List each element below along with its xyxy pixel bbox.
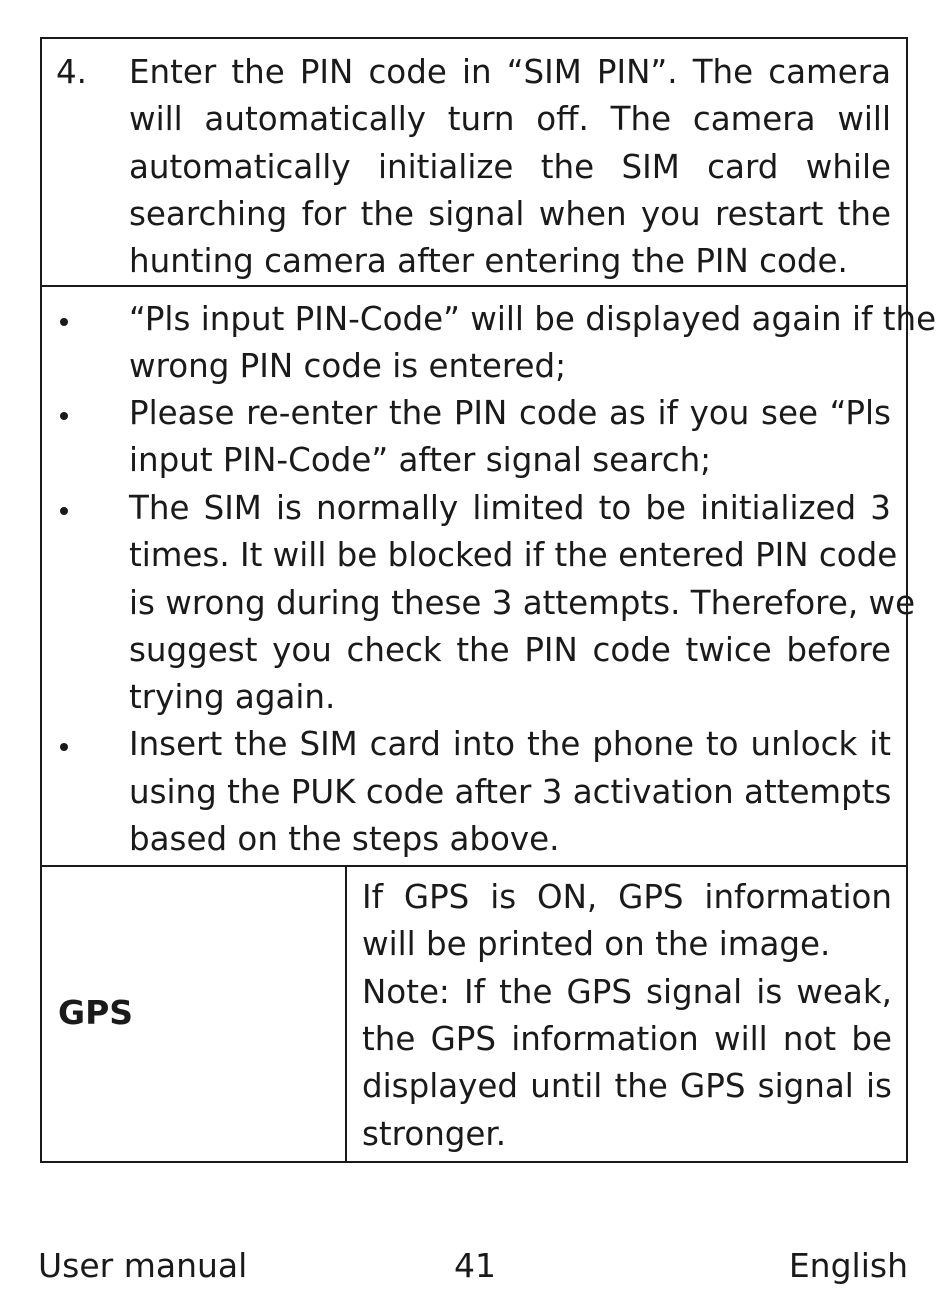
step-text-line: hunting camera after entering the PIN code. xyxy=(129,242,848,280)
bullet-icon xyxy=(60,507,68,515)
note-text-line: wrong PIN code is entered; xyxy=(129,347,567,385)
notes-row xyxy=(42,287,937,867)
step-text-line: will automatically turn off. The camera will xyxy=(129,100,891,138)
note-text-line: The SIM is normally limited to be initialized 3 xyxy=(129,489,891,527)
bullet-icon xyxy=(60,743,68,751)
note-text-line: times. It will be blocked if the entered PIN code xyxy=(129,536,898,574)
step-text-line: searching for the signal when you restart the xyxy=(129,195,891,233)
gps-text-line: will be printed on the image. xyxy=(362,925,831,963)
step-text-line: Enter the PIN code in “SIM PIN”. The camera xyxy=(129,53,891,91)
step-number: 4. xyxy=(56,53,88,91)
note-text-line: using the PUK code after 3 activation attempts xyxy=(129,773,892,811)
step-row xyxy=(42,39,906,287)
note-text-line: suggest you check the PIN code twice before xyxy=(129,631,891,669)
gps-description-cell xyxy=(347,867,906,1163)
bullet-icon xyxy=(60,318,68,326)
gps-text-line: stronger. xyxy=(362,1115,507,1153)
footer-language: English xyxy=(788,1246,908,1285)
footer-manual-title: User manual xyxy=(38,1246,248,1285)
gps-text-line: displayed until the GPS signal is xyxy=(362,1067,892,1105)
note-text-line: input PIN-Code” after signal search; xyxy=(129,441,712,479)
bullet-icon xyxy=(60,412,68,420)
gps-label: GPS xyxy=(58,993,134,1032)
note-text-line: trying again. xyxy=(129,678,336,716)
gps-text-line: Note: If the GPS signal is weak, xyxy=(362,973,892,1011)
note-text-line: based on the steps above. xyxy=(129,820,560,858)
settings-table xyxy=(40,37,937,1163)
step-text-line: automatically initialize the SIM card while xyxy=(129,148,891,186)
note-text-line: Please re-enter the PIN code as if you see “Pls xyxy=(129,394,891,432)
note-text-line: Insert the SIM card into the phone to unlock it xyxy=(129,725,891,763)
gps-text-line: the GPS information will not be xyxy=(362,1020,892,1058)
gps-row xyxy=(42,867,906,1163)
note-text-line: “Pls input PIN-Code” will be displayed again if the xyxy=(129,300,937,338)
gps-text-line: If GPS is ON, GPS information xyxy=(362,878,892,916)
footer-page-number: 41 xyxy=(454,1246,496,1285)
note-text-line: is wrong during these 3 attempts. Therefore, we xyxy=(129,584,916,622)
gps-label-cell xyxy=(42,867,347,1163)
